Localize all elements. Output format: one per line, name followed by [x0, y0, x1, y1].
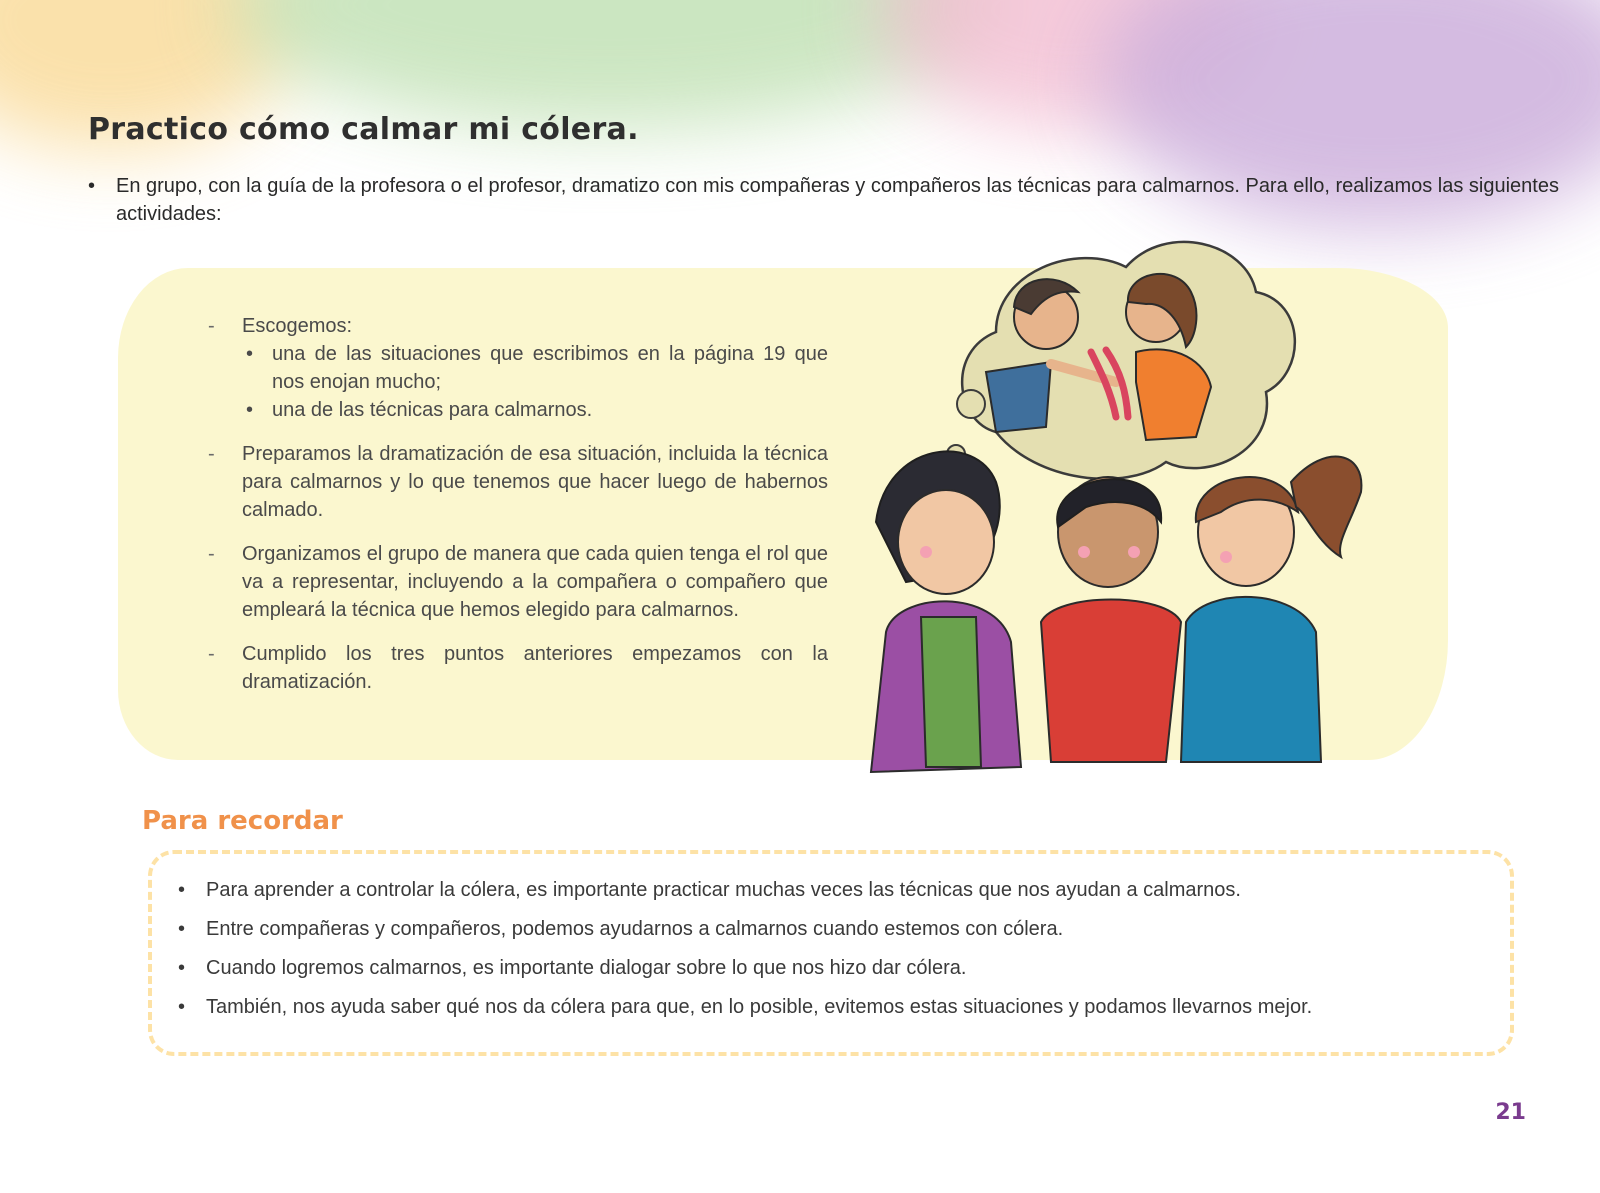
recordar-marker: •: [178, 918, 186, 940]
recordar-marker: •: [178, 996, 186, 1018]
thought-bubble: [947, 242, 1295, 479]
activity-marker: -: [208, 443, 215, 465]
activity-item: [208, 540, 828, 624]
intro-bullet: •: [88, 175, 96, 197]
recordar-text: Entre compañeras y compañeros, podemos ayudarnos a calmarnos cuando estemos con cólera.: [206, 918, 1064, 940]
subitem-text: una de las técnicas para calmarnos.: [272, 399, 593, 421]
boy-center-figure: [1041, 477, 1181, 762]
subitem-marker: •: [246, 399, 254, 421]
watercolor-wash-green: [230, 0, 990, 130]
activity-text: Cumplido los tres puntos anteriores empezamos con la dramatización.: [242, 643, 828, 693]
page-title: Practico cómo calmar mi cólera.: [88, 112, 639, 147]
activity-subitem: [242, 340, 828, 396]
activity-subitem: [242, 396, 828, 424]
children-dramatization-illustration: [846, 222, 1386, 782]
activities-list: [208, 312, 828, 712]
recordar-text: También, nos ayuda saber qué nos da cólera para que, en lo posible, evitemos estas situaciones y podamos llevarnos mejor.: [206, 996, 1313, 1018]
recordar-list: [178, 876, 1478, 1032]
activity-text: Organizamos el grupo de manera que cada quien tenga el rol que va a representar, incluyendo a la compañera o compañero que empleará la técnica que hemos elegido para calmarnos.: [242, 543, 828, 621]
activity-item: [208, 440, 828, 524]
page-number: 21: [1495, 1100, 1526, 1125]
activity-item: [208, 312, 828, 424]
recordar-marker: •: [178, 957, 186, 979]
recordar-marker: •: [178, 879, 186, 901]
recordar-item: [178, 876, 1478, 904]
girl-right-figure: [1181, 457, 1361, 762]
subitem-text: una de las situaciones que escribimos en la página 19 que nos enojan mucho;: [272, 343, 828, 393]
activity-item: [208, 640, 828, 696]
activity-text: Preparamos la dramatización de esa situación, incluida la técnica para calmarnos y lo que tenemos que hacer luego de habernos calmado.: [242, 443, 828, 521]
recordar-text: Cuando logremos calmarnos, es importante dialogar sobre lo que nos hizo dar cólera.: [206, 957, 967, 979]
recordar-text: Para aprender a controlar la cólera, es importante practicar muchas veces las técnicas que nos ayudan a calmarnos.: [206, 879, 1241, 901]
recordar-title: Para recordar: [142, 806, 343, 836]
subitem-marker: •: [246, 343, 254, 365]
recordar-item: [178, 954, 1478, 982]
recordar-item: [178, 915, 1478, 943]
activity-marker: -: [208, 543, 215, 565]
activity-marker: -: [208, 315, 215, 337]
intro-paragraph: [88, 172, 1576, 228]
activity-text: Escogemos:: [242, 315, 353, 337]
recordar-item: [178, 993, 1478, 1021]
intro-text: En grupo, con la guía de la profesora o el profesor, dramatizo con mis compañeras y compañeros las técnicas para calmarnos. Para ello, realizamos las siguientes actividades:: [116, 175, 1559, 225]
girl-left-figure: [871, 451, 1021, 772]
activity-marker: -: [208, 643, 215, 665]
